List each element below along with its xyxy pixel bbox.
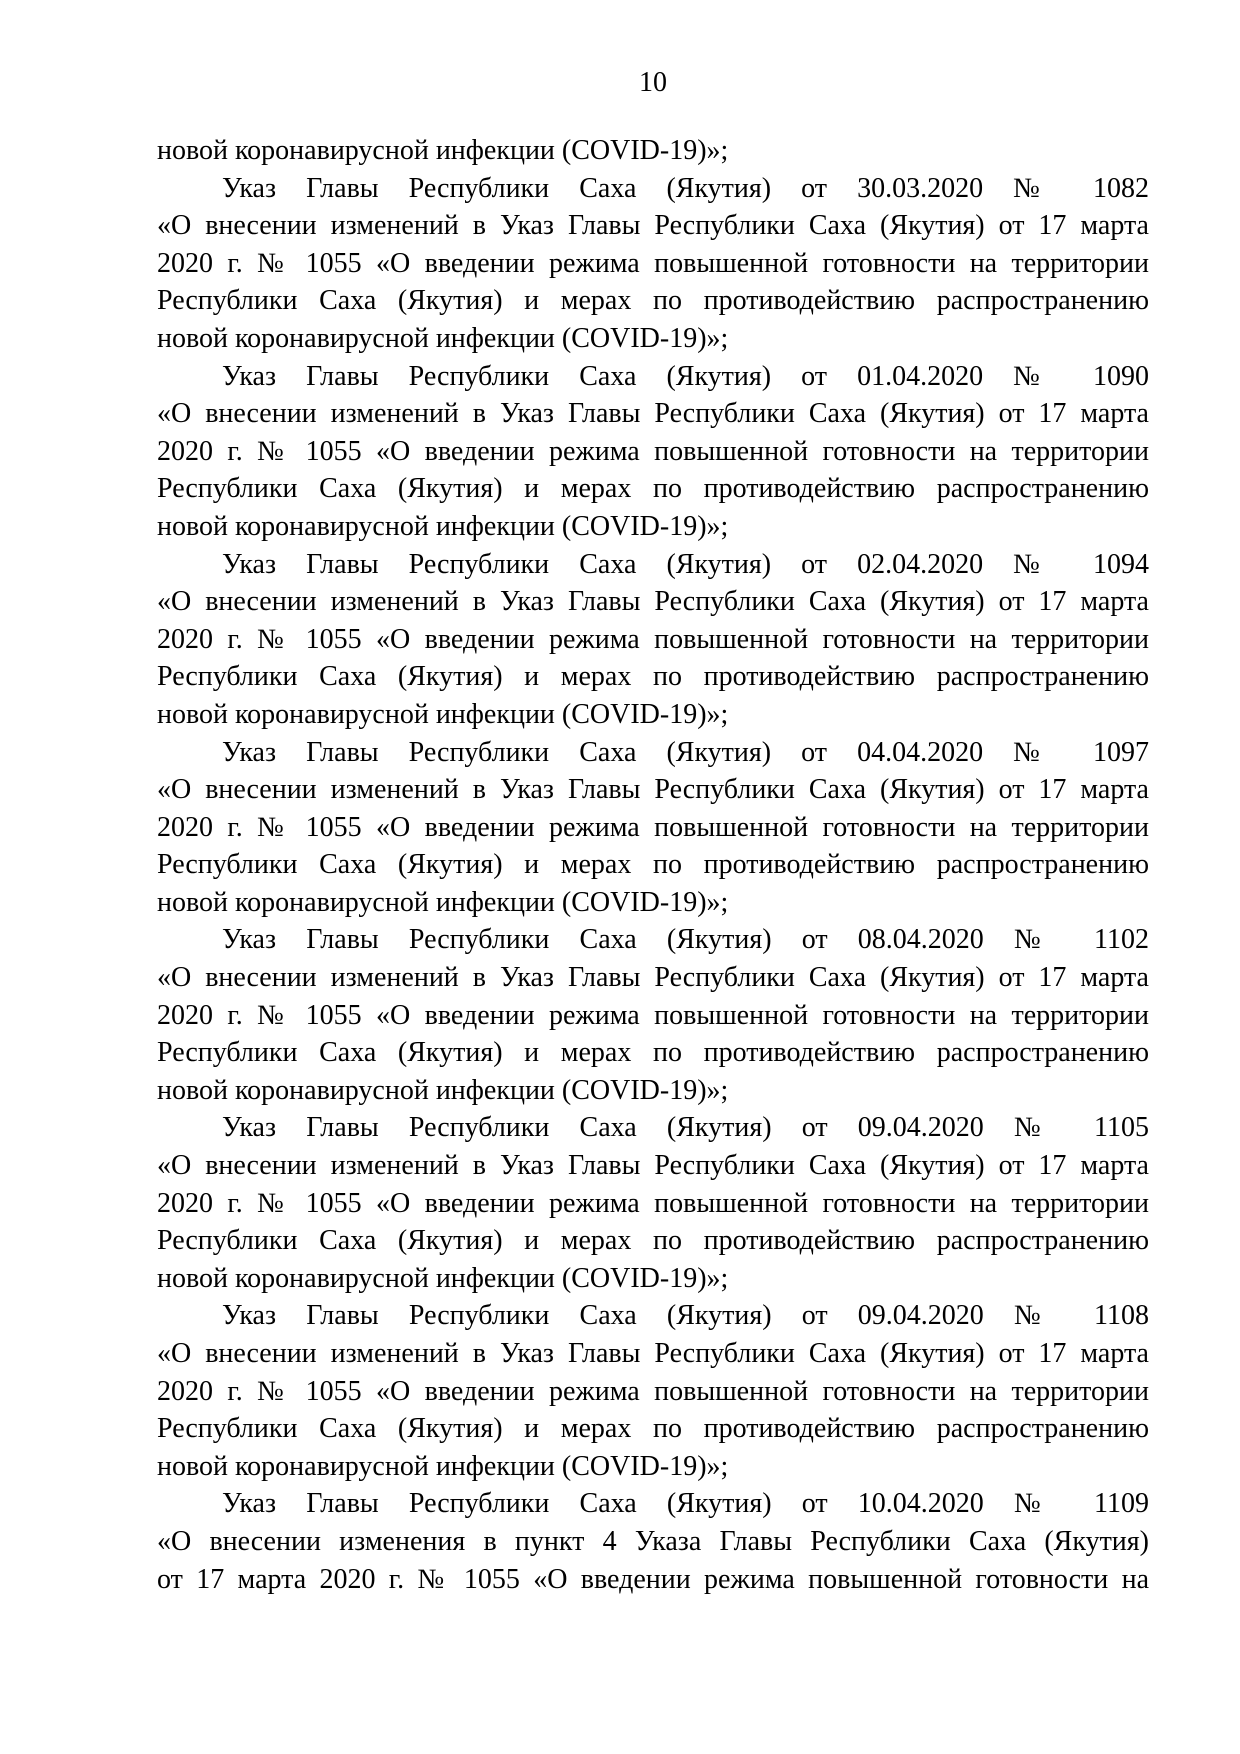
text-line: новой коронавирусной инфекции (COVID-19)»; — [157, 1262, 729, 1294]
text-line: «О внесении изменений в Указ Главы Республики Саха (Якутия) от 17 марта — [157, 398, 1149, 430]
paragraph-decree-1097 — [157, 734, 1149, 922]
text-line: Республики Саха (Якутия) и мерах по противодействию распространению — [157, 1225, 1149, 1257]
text-line: «О внесении изменений в Указ Главы Республики Саха (Якутия) от 17 марта — [157, 586, 1149, 618]
paragraph-decree-1090 — [157, 358, 1149, 546]
text-line: 2020 г. № 1055 «О введении режима повышенной готовности на территории — [157, 247, 1149, 279]
text-line: новой коронавирусной инфекции (COVID-19)»; — [157, 322, 729, 354]
text-line: Указ Главы Республики Саха (Якутия) от 30.03.2020 № 1082 — [222, 172, 1149, 204]
text-line: 2020 г. № 1055 «О введении режима повышенной готовности на территории — [157, 1375, 1149, 1407]
text-line: Указ Главы Республики Саха (Якутия) от 02.04.2020 № 1094 — [222, 548, 1149, 580]
text-line: Республики Саха (Якутия) и мерах по противодействию распространению — [157, 849, 1149, 881]
text-line: «О внесении изменений в Указ Главы Республики Саха (Якутия) от 17 марта — [157, 962, 1149, 994]
text-line: 2020 г. № 1055 «О введении режима повышенной готовности на территории — [157, 999, 1149, 1031]
paragraph-decree-1109 — [157, 1485, 1149, 1598]
text-line: 2020 г. № 1055 «О введении режима повышенной готовности на территории — [157, 1187, 1149, 1219]
text-line: Республики Саха (Якутия) и мерах по противодействию распространению — [157, 1413, 1149, 1445]
text-line: новой коронавирусной инфекции (COVID-19)»; — [157, 1074, 729, 1106]
text-line: Указ Главы Республики Саха (Якутия) от 08.04.2020 № 1102 — [222, 924, 1149, 956]
text-line: «О внесении изменений в Указ Главы Республики Саха (Якутия) от 17 марта — [157, 210, 1149, 242]
document-body — [157, 132, 1149, 1598]
text-line: Республики Саха (Якутия) и мерах по противодействию распространению — [157, 1037, 1149, 1069]
text-line: Указ Главы Республики Саха (Якутия) от 01.04.2020 № 1090 — [222, 360, 1149, 392]
text-line: новой коронавирусной инфекции (COVID-19)»; — [157, 886, 729, 918]
text-line: Указ Главы Республики Саха (Якутия) от 10.04.2020 № 1109 — [222, 1488, 1149, 1520]
text-line: «О внесении изменений в Указ Главы Республики Саха (Якутия) от 17 марта — [157, 774, 1149, 806]
text-line: новой коронавирусной инфекции (COVID-19)»; — [157, 698, 729, 730]
text-line: Республики Саха (Якутия) и мерах по противодействию распространению — [157, 285, 1149, 317]
page-number: 10 — [639, 67, 667, 98]
text-line: новой коронавирусной инфекции (COVID-19)»; — [157, 135, 729, 166]
text-line: новой коронавирусной инфекции (COVID-19)»; — [157, 1450, 729, 1482]
text-line: 2020 г. № 1055 «О введении режима повышенной готовности на территории — [157, 811, 1149, 843]
text-line: «О внесении изменения в пункт 4 Указа Главы Республики Саха (Якутия) — [157, 1525, 1149, 1557]
paragraph-continuation — [157, 132, 1149, 170]
text-line: Указ Главы Республики Саха (Якутия) от 09.04.2020 № 1108 — [222, 1300, 1149, 1332]
text-line: Республики Саха (Якутия) и мерах по противодействию распространению — [157, 661, 1149, 693]
text-line: «О внесении изменений в Указ Главы Республики Саха (Якутия) от 17 марта — [157, 1150, 1149, 1182]
paragraph-decree-1105 — [157, 1109, 1149, 1297]
text-line: 2020 г. № 1055 «О введении режима повышенной готовности на территории — [157, 623, 1149, 655]
text-line: «О внесении изменений в Указ Главы Республики Саха (Якутия) от 17 марта — [157, 1338, 1149, 1369]
paragraph-decree-1102 — [157, 921, 1149, 1109]
text-line: от 17 марта 2020 г. № 1055 «О введении режима повышенной готовности на — [157, 1563, 1149, 1595]
paragraph-decree-1082 — [157, 170, 1149, 358]
text-line: 2020 г. № 1055 «О введении режима повышенной готовности на территории — [157, 435, 1149, 467]
text-line: Указ Главы Республики Саха (Якутия) от 09.04.2020 № 1105 — [222, 1112, 1149, 1144]
paragraph-decree-1094 — [157, 546, 1149, 734]
text-line: Указ Главы Республики Саха (Якутия) от 04.04.2020 № 1097 — [222, 736, 1149, 768]
paragraph-decree-1108 — [157, 1297, 1149, 1485]
text-line: новой коронавирусной инфекции (COVID-19)»; — [157, 510, 729, 542]
text-line: Республики Саха (Якутия) и мерах по противодействию распространению — [157, 473, 1149, 505]
